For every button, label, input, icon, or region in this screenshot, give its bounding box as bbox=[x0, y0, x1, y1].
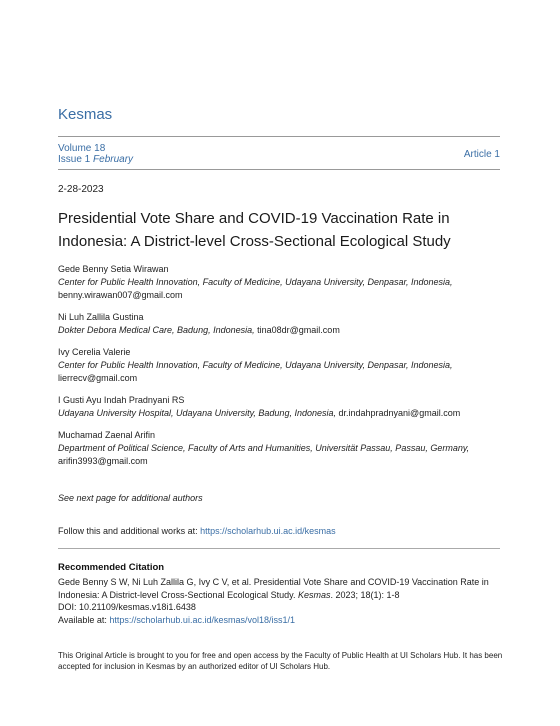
citation-doi: DOI: 10.21109/kesmas.v18i1.6438 bbox=[58, 602, 196, 612]
author-name: Ivy Cerelia Valerie bbox=[58, 347, 131, 357]
header-bottom-rule bbox=[58, 169, 500, 170]
available-label: Available at: bbox=[58, 614, 107, 625]
footer-notice: This Original Article is brought to you for free and open access by the Faculty of Public Health at UI Scholars Hub. It has been accepted for inclusion in Kesmas by an authorized editor of UI Scholars Hub. bbox=[58, 651, 503, 671]
author-name: Muchamad Zaenal Arifin bbox=[58, 430, 156, 440]
citation-block bbox=[58, 576, 503, 626]
citation-authors-title: Gede Benny S W, Ni Luh Zallila G, Ivy C V, et al. Presidential Vote Share and COVID-19 Vaccination Rate in Indonesia: A District-level Cross-Sectional Ecological Study. bbox=[58, 577, 489, 600]
header-top-rule bbox=[58, 136, 500, 137]
author-email: lierrecv@gmail.com bbox=[58, 373, 138, 383]
author-name: Gede Benny Setia Wirawan bbox=[58, 264, 169, 274]
author-affiliation: Udayana University Hospital, Udayana University, Badung, Indonesia, bbox=[58, 408, 336, 418]
article-title: Presidential Vote Share and COVID-19 Vaccination Rate in Indonesia: A District-level Cross-Sectional Ecological Study bbox=[58, 210, 451, 250]
author-entry bbox=[58, 311, 503, 337]
author-entry bbox=[58, 346, 503, 385]
article-number[interactable]: Article 1 bbox=[463, 149, 500, 160]
author-email: tina08dr@gmail.com bbox=[257, 325, 340, 335]
citation-volume: . 2023; 18(1): 1-8 bbox=[330, 589, 400, 600]
publication-date: 2-28-2023 bbox=[58, 184, 104, 195]
author-name: Ni Luh Zallila Gustina bbox=[58, 312, 144, 322]
citation-rule bbox=[58, 548, 500, 549]
author-name: I Gusti Ayu Indah Pradnyani RS bbox=[58, 395, 185, 405]
recommended-citation-heading: Recommended Citation bbox=[58, 562, 165, 573]
author-affiliation: Department of Political Science, Faculty of Arts and Humanities, Universität Passau, Passau, Germany, bbox=[58, 443, 470, 453]
volume-issue-block bbox=[58, 143, 133, 165]
follow-line bbox=[58, 526, 336, 536]
author-email: benny.wirawan007@gmail.com bbox=[58, 290, 183, 300]
author-entry bbox=[58, 263, 503, 302]
volume-link[interactable]: Volume 18 bbox=[58, 143, 106, 154]
citation-text bbox=[58, 576, 503, 601]
author-affiliation: Center for Public Health Innovation, Faculty of Medicine, Udayana University, Denpasar, Indonesia, bbox=[58, 360, 453, 370]
citation-available bbox=[58, 614, 503, 627]
author-affiliation: Center for Public Health Innovation, Faculty of Medicine, Udayana University, Denpasar, Indonesia, bbox=[58, 277, 453, 287]
author-email: arifin3993@gmail.com bbox=[58, 456, 148, 466]
author-affiliation: Dokter Debora Medical Care, Badung, Indonesia, bbox=[58, 325, 255, 335]
issue-link[interactable] bbox=[58, 154, 133, 165]
see-next-page-note: See next page for additional authors bbox=[58, 493, 203, 503]
citation-journal: Kesmas bbox=[297, 589, 331, 600]
issue-number: Issue 1 bbox=[58, 154, 91, 165]
follow-text: Follow this and additional works at: bbox=[58, 526, 198, 536]
author-email: dr.indahpradnyani@gmail.com bbox=[338, 408, 461, 418]
follow-link[interactable]: https://scholarhub.ui.ac.id/kesmas bbox=[200, 526, 336, 536]
author-entry bbox=[58, 429, 503, 468]
issue-month: February bbox=[93, 154, 134, 165]
author-entry bbox=[58, 394, 503, 420]
available-link[interactable]: https://scholarhub.ui.ac.id/kesmas/vol18/iss1/1 bbox=[109, 614, 295, 625]
journal-title[interactable]: Kesmas bbox=[58, 106, 113, 123]
